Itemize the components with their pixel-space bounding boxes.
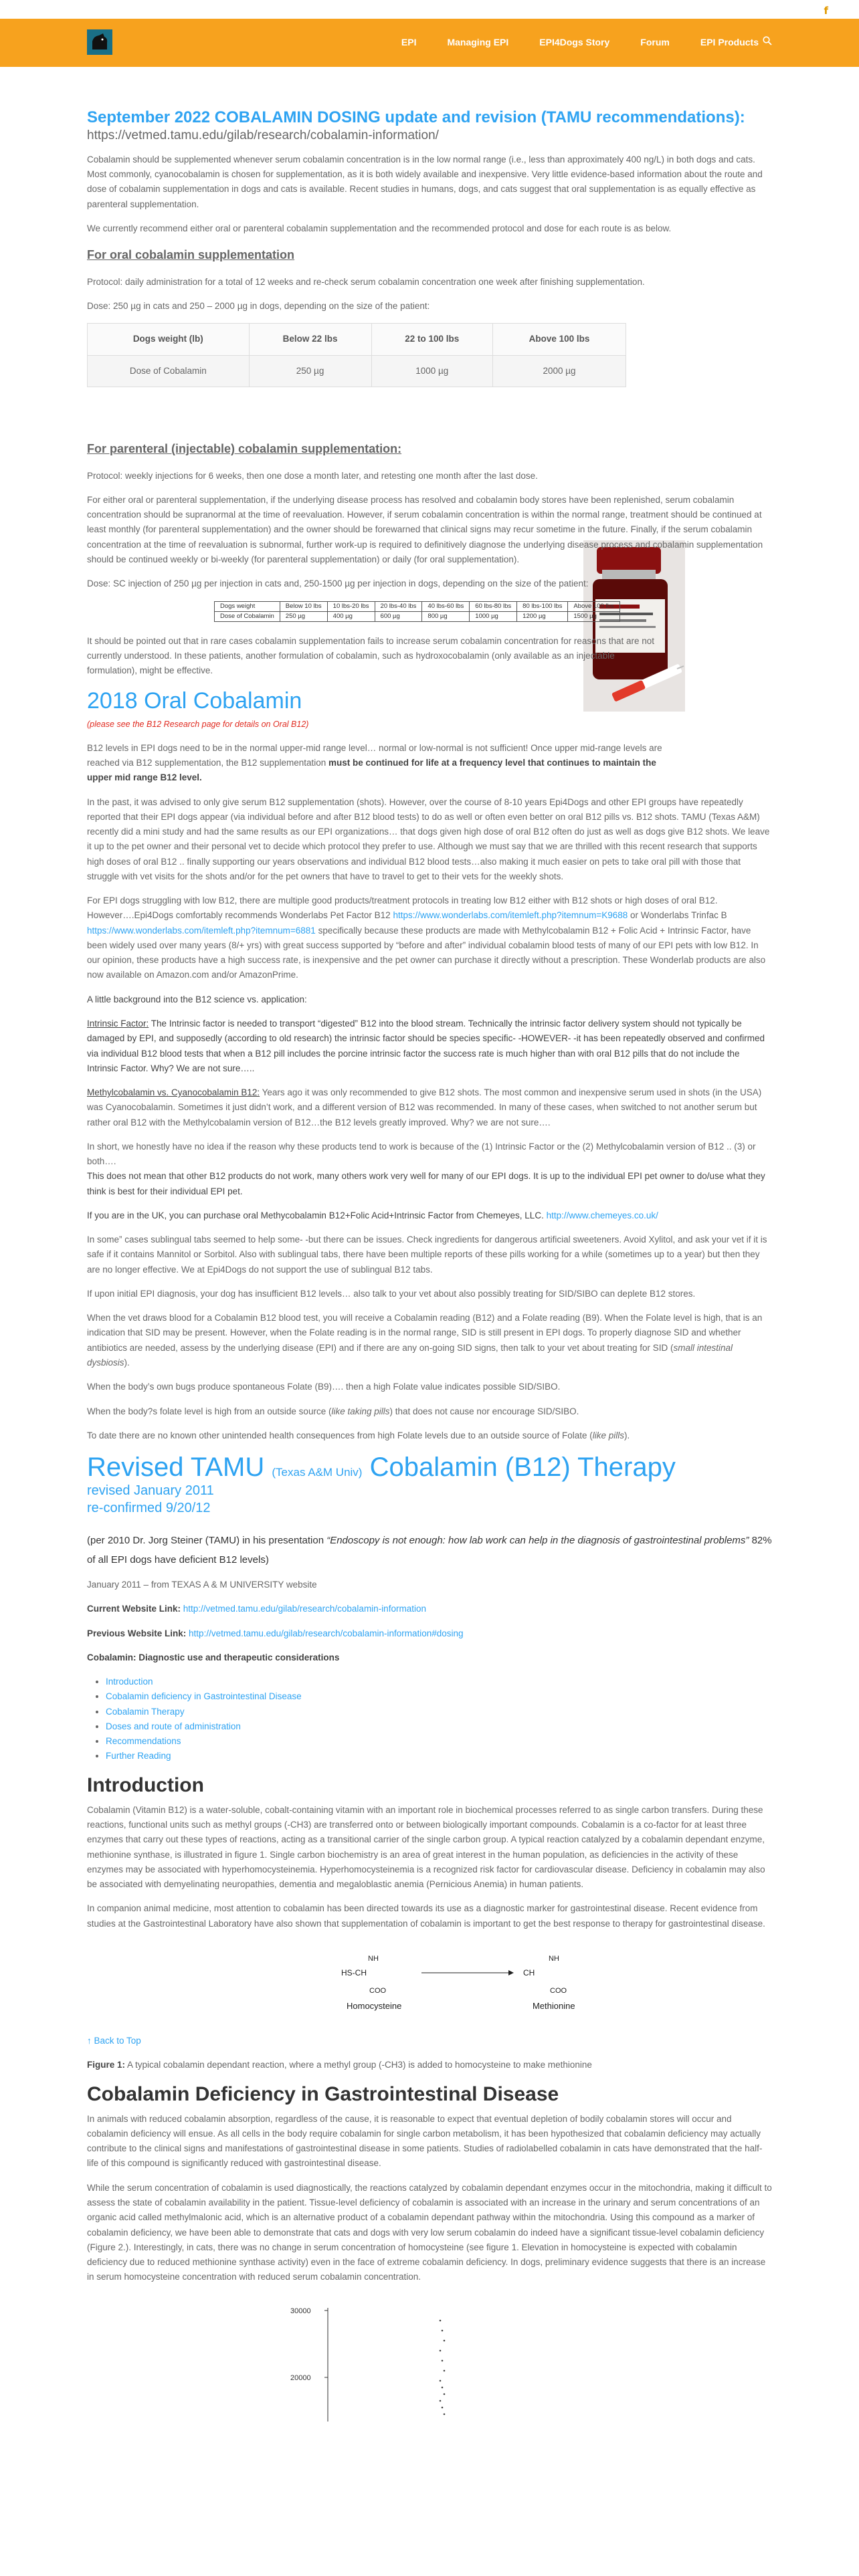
- table-header: 80 lbs-100 lbs: [517, 601, 568, 611]
- table-header: 22 to 100 lbs: [371, 324, 493, 355]
- y-tick-label: 20000: [290, 2373, 311, 2382]
- table-header: Dogs weight: [215, 601, 280, 611]
- methionine-label: Methionine: [533, 2000, 575, 2011]
- nav-forum[interactable]: Forum: [640, 37, 670, 48]
- scatter-point: [442, 2386, 444, 2388]
- sep-p2: We currently recommend either oral or parenteral cobalamin supplementation and the recommended protocol and dose for each route is as below.: [87, 223, 672, 233]
- table-header: Dogs weight (lb): [88, 324, 250, 355]
- figure-1-reaction: [341, 1949, 622, 2022]
- scatter-point: [440, 2319, 442, 2321]
- toc-item-deficiency: • Cobalamin deficiency in Gastrointestinal Disease: [106, 1689, 772, 1704]
- table-cell: Dose of Cobalamin: [215, 611, 280, 621]
- tamu-title: Revised TAMU (Texas A&M Univ) Cobalamin (B12) Therapy: [87, 1453, 676, 1483]
- scatter-point: [442, 2406, 444, 2408]
- toc-item-therapy: • Cobalamin Therapy: [106, 1705, 772, 1719]
- chemeyes-link[interactable]: http://www.chemeyes.co.uk/: [546, 1210, 658, 1220]
- current-link-line: Current Website Link: http://vetmed.tamu.edu/gilab/research/cobalamin-information: [87, 1604, 426, 1614]
- nav-epi4dogs-story[interactable]: EPI4Dogs Story: [539, 37, 610, 48]
- oral-p2: In the past, it was advised to only give serum B12 supplementation (shots). However, over the course of 8-10 years Epi4Dogs and other EPI groups have repeatedly reported that their EPI dogs appear (via individual before and after B12 blood tests) to do as well or often even better on oral B12 pills vs. B12 shots. TAMU (Texas A&M) recently did a mini study and had the same results as our EPI organizations… that dogs given high dose of oral B12 often do just as well as dogs give B12 shots. We leave it up to the pet owner and their personal vet to decide which protocol they prefer to use. Although we must say that we are thrilled with this recent research that supports high doses of oral B12 .. finally supporting our years observations and individual B12 blood tests…also making it much easier on pets to take oral pill with those that struggle with vet visits for the shots and/or for the pet owners that have to travel to get to their vets for the weekly shots.: [87, 796, 770, 881]
- oral-p10: In some” cases sublingual tabs seemed to help some- -but there can be issues. Check ingredients for dangerous artificial sweeteners. Avoid Xylitol, and ask your vet if it is safe if it contains Mannitol or Sorbitol. Also with sublingual tabs, there have been multiple reports of these pills working for a while (sometimes up to a year) but then they are no longer effective. We at Epi4Dogs do not support the use of sublingual B12 tabs.: [87, 1235, 767, 1275]
- nav-epi[interactable]: EPI: [401, 37, 417, 48]
- scatter-point: [444, 2339, 446, 2341]
- toc-item-recommendations: • Recommendations: [106, 1734, 772, 1749]
- scatter-point: [444, 2369, 446, 2371]
- wonderlabs-k9688-link[interactable]: https://www.wonderlabs.com/itemleft.php?itemnum=K9688: [393, 910, 628, 921]
- dog-logo-icon[interactable]: [87, 29, 112, 55]
- main-content: [87, 107, 772, 2426]
- table-header: Above 100 lbs: [493, 324, 626, 355]
- y-tick-label: 30000: [290, 2306, 311, 2315]
- table-cell: 2000 µg: [493, 355, 626, 387]
- back-to-top: [87, 2034, 772, 2048]
- scatter-point: [444, 2413, 446, 2415]
- oral-dose-table: [87, 323, 626, 387]
- scatter-point: [440, 2399, 442, 2401]
- oral-heading: For oral cobalamin supplementation: [87, 248, 295, 262]
- sep-p4: It should be pointed out that in rare cases cobalamin supplementation fails to increase serum cobalamin concentration for reasons that are not currently understood. In these patients, another formulation of cobalamin, such as hydroxocobalamin (only available as an injectable formulation), might be effective.: [87, 635, 654, 676]
- oral-p4: A little background into the B12 science vs. application:: [87, 994, 307, 1004]
- methionine-formula: CH: [523, 1967, 535, 1977]
- oral-p7: In short, we honestly have no idea if the reason why these products tend to work is because of the (1) Intrinsic Factor or the (2) Methylcobalamin version of B12 .. (3) or both…. This does not mean that other B12 products do not work, many others work very well for many of our EPI dogs. It is up to the individual EPI pet owner to do/use what they think is best for their individual EPI pet.: [87, 1141, 765, 1196]
- scatter-point: [442, 2359, 444, 2361]
- oral-protocol: Protocol: daily administration for a total of 12 weeks and re-check serum cobalamin concentration one week after finishing supplementation.: [87, 276, 645, 287]
- facebook-icon[interactable]: f: [824, 5, 828, 17]
- oral-dose: Dose: 250 µg in cats and 250 – 2000 µg in dogs, depending on the size of the patient:: [87, 301, 430, 312]
- table-cell: 250 µg: [249, 355, 371, 387]
- par-dose: Dose: SC injection of 250 µg per injection in cats and, 250-1500 µg per injection in dogs, depending on the size of the patient:: [87, 578, 589, 589]
- deficiency-p1: In animals with reduced cobalamin absorption, regardless of the cause, it is reasonable to expect that eventual depletion of bodily cobalamin stores will occur and cobalamin deficiency will ensue. As all cells in the body require cobalamin for single carbon metabolism, it has been hypothesized that cobalamin deficiency may actually contribute to the clinical signs and manifestations of gastrointestinal disease in some patients. Studies of radiolabelled cobalamin in cats have demonstrated that the half-life of this compound is significantly reduced with gastrointestinal disease.: [87, 2113, 763, 2169]
- table-header: Below 10 lbs: [280, 601, 327, 611]
- oral-p9: If you are in the UK, you can purchase oral Methycobalamin B12+Folic Acid+Intrinsic Factor from Chemeyes, LLC. http://www.chemeyes.co.uk/: [87, 1210, 658, 1220]
- back-to-top-link[interactable]: ↑ Back to Top: [87, 2036, 141, 2046]
- oral-p3: For EPI dogs struggling with low B12, there are multiple good products/treatment protocols in treating low B12 either with B12 shots or high doses of oral B12. However….Epi4Dogs comfortably recommends Wonderlabs Pet Factor B12 https://www.wonderlabs.com/itemleft.php?itemnum=K9688 or Wonderlabs Trinfac B https://www.wonderlabs.com/itemleft.php?itemnum=6881 specifically because these products are made with Methylcobalamin B12 + Folic Acid + Intrinsic Factor, have been widely used over many years (8/+ yrs) with great success supported by “before and after” individual cobalamin blood tests of many of our EPI pets with low B12. In our opinion, these products have a high success rate, is inexpensive and the pet owner can purchase it directly without a prescription. These Wonderlab products are also now available on Amazon.com and/or AmazonPrime.: [87, 895, 766, 980]
- current-website-link[interactable]: http://vetmed.tamu.edu/gilab/research/cobalamin-information: [183, 1604, 426, 1614]
- scatter-point: [440, 2349, 442, 2351]
- sep-p3: For either oral or parenteral supplementation, if the underlying disease process has resolved and cobalamin body stores have been replenished, serum cobalamin concentration should be supranormal at the time of reevaluation. However, if serum cobalamin concentration is within the normal range, treatment should be continued at least monthly (for parenteral supplementation) and the owner should be forewarned that clinical signs may recur sometime in the future. Finally, if the serum cobalamin concentration at the time of reevaluation is subnormal, further work-up is required to definitively diagnose the underlying disease process and cobalamin supplementation should be continued weekly or bi-weekly (for parenteral supplementation) or daily (for oral supplementation).: [87, 494, 763, 564]
- oral-p1: B12 levels in EPI dogs need to be in the normal upper-mid range level… normal or low-normal is not sufficient! Once upper mid-range levels are reached via B12 supplementation, the B12 supplementation must be continued for life at a frequency level that continues to maintain the upper mid range B12 level.: [87, 742, 662, 783]
- table-cell: 250 µg: [280, 611, 327, 621]
- previous-website-link[interactable]: http://vetmed.tamu.edu/gilab/research/cobalamin-information#dosing: [189, 1628, 464, 1638]
- oral-p12: When the vet draws blood for a Cobalamin B12 blood test, you will receive a Cobalamin reading (B12) and a Folate reading (B9). When the Folate level is high, that is an indication that SID may be present. However, when the Folate reading is in the normal range, SID is still present in EPI dogs. To properly diagnose SID and whether antibiotics are needed, assess by the underlying disease (EPI) and if there are any on-going SID signs, then talk to your vet about treating for SID (small intestinal dysbiosis).: [87, 1313, 763, 1368]
- nh2-label-right: NH: [549, 1954, 559, 1963]
- jan-2011-line: January 2011 – from TEXAS A & M UNIVERSITY website: [87, 1580, 317, 1590]
- deficiency-p2: While the serum concentration of cobalamin is used diagnostically, the reactions catalyzed by cobalamin dependant enzymes occur in the mitochondria, making it difficult to assess the state of cobalamin availability in the patient. Tissue-level deficiency of cobalamin is associated with an increase in the urinary and serum concentrations of an organic acid called methylmalonic acid, which is an alternative product of a cobalamin dependant pathway within the mitochondria. Using this compound as a marker of cobalamin deficiency, we have been able to demonstrate that cats and dogs with very low serum cobalamin do indeed have a significant tissue-level cobalamin deficiency (Figure 2.). Interestingly, in cats, there was no change in serum concentration of homocysteine (see figure 1. Elevation in homocysteine is expected with cobalamin deficiency due to reduced methionine synthase activity) even in the face of extreme cobalamin deficiency. In dogs, preliminary evidence suggests that there is an increase in serum homocysteine concentration with reduced serum cobalamin concentration.: [87, 2182, 772, 2282]
- table-header: Above 100 lbs: [568, 601, 619, 611]
- oral-2018-title: 2018 Oral Cobalamin: [87, 688, 302, 714]
- oral-p5: Intrinsic Factor: The Intrinsic factor is needed to transport “digested” B12 into the blood stream. Technically the intrinsic factor delivery system should not typically be damaged by EPI, and supposedly (according to old research) the intrinsic factor should be species specific- -HOWEVER- -it has been repeatedly observed and confirmed via individual B12 blood tests that when a B12 pill includes the porcine intrinsic factor the success rate is much higher than with oral B12 pills that do not include the Intrinsic Factor. Why? We are not sure…..: [87, 1018, 765, 1073]
- toc-item-further-reading: • Further Reading: [106, 1749, 772, 1763]
- table-header: 60 lbs-80 lbs: [470, 601, 517, 611]
- figure-2-scatter-chart: [288, 2301, 488, 2422]
- introduction-title: Introduction: [87, 1774, 204, 1796]
- toc-item-introduction: • Introduction: [106, 1675, 772, 1689]
- table-cell: 1000 µg: [371, 355, 493, 387]
- oral-p14: When the body?s folate level is high from an outside source (like taking pills) that does not cause nor encourage SID/SIBO.: [87, 1406, 579, 1416]
- table-of-contents: [96, 1675, 772, 1764]
- diag-heading: Cobalamin: Diagnostic use and therapeutic considerations: [87, 1652, 340, 1662]
- parenteral-heading: For parenteral (injectable) cobalamin supplementation:: [87, 441, 402, 455]
- oral-p6: Methylcobalamin vs. Cyanocobalamin B12: Years ago it was only recommended to give B12 shots. The most common and inexpensive serum used in shots (in the USA) was Cyanocobalamin. Sometimes it just didn’t work, and a different version of B12 was recommended. In many of these cases, when switched to not another serum but rather oral B12 with the Methylcobalamin version of B12…the B12 levels greatly improved. Why? we are not sure….: [87, 1087, 762, 1128]
- table-cell: 800 µg: [422, 611, 470, 621]
- site-header: [0, 19, 859, 67]
- table-header: 40 lbs-60 lbs: [422, 601, 470, 611]
- search-icon[interactable]: [763, 36, 772, 45]
- coo-label-left: COO: [369, 1986, 387, 1995]
- table-cell: 1500 µg: [568, 611, 619, 621]
- homocysteine-formula: HS-CH: [341, 1967, 367, 1977]
- nh2-label-left: NH: [368, 1954, 379, 1963]
- table-header: 10 lbs-20 lbs: [327, 601, 375, 611]
- wonderlabs-6881-link[interactable]: https://www.wonderlabs.com/itemleft.php?itemnum=6881: [87, 925, 316, 936]
- scatter-point: [440, 2379, 442, 2381]
- figure-1-caption: Figure 1: A typical cobalamin dependant reaction, where a methyl group (-CH3) is added to homocysteine to make methionine: [87, 2060, 592, 2070]
- table-header: 20 lbs-40 lbs: [375, 601, 422, 611]
- oral-p13: When the body’s own bugs produce spontaneous Folate (B9)…. then a high Folate value indicates possible SID/SIBO.: [87, 1382, 561, 1392]
- tamu-url: https://vetmed.tamu.edu/gilab/research/cobalamin-information/: [87, 128, 439, 143]
- table-cell: 400 µg: [327, 611, 375, 621]
- nav-managing-epi[interactable]: Managing EPI: [447, 37, 509, 48]
- top-bar: [0, 0, 859, 19]
- intro-p2: In companion animal medicine, most attention to cobalamin has been directed towards its use as a diagnostic marker for gastrointestinal disease. Recent evidence from studies at the Gastrointestinal Laboratory have also shown that supplementation of cobalamin is important to get the best response to therapy for gastrointestinal disease.: [87, 1903, 765, 1929]
- table-cell: Dose of Cobalamin: [88, 355, 250, 387]
- deficiency-title: Cobalamin Deficiency in Gastrointestinal Disease: [87, 2082, 559, 2105]
- homocysteine-label: Homocysteine: [347, 2000, 402, 2011]
- sep-p1: Cobalamin should be supplemented whenever serum cobalamin concentration is in the low normal range (i.e., less than approximately 400 ng/L) in both dogs and cats. Most commonly, cyanocobalamin is chosen for supplementation, as it is both widely available and inexpensive. Very little evidence-based information about the route and dose of cobalamin supplementation in dogs and cats is available. Recent studies in humans, dogs, and cats suggest that oral supplementation is as equally effective as parenteral supplementation.: [87, 154, 763, 209]
- main-nav: [401, 19, 759, 67]
- b12-research-note: (please see the B12 Research page for details on Oral B12): [87, 720, 309, 730]
- oral-p11: If upon initial EPI diagnosis, your dog has insufficient B12 levels… also talk to your vet about also possibly treating for SID/SIBO can deplete B12 stores.: [87, 1288, 696, 1299]
- scatter-point: [444, 2393, 446, 2395]
- table-cell: 600 µg: [375, 611, 422, 621]
- sep-2022-title: September 2022 COBALAMIN DOSING update and revision (TAMU recommendations):: [87, 108, 745, 126]
- intro-p1: Cobalamin (Vitamin B12) is a water-soluble, cobalt-containing vitamin with an important role in biochemical processes referred to as single carbon transfers. During these reactions, functional units such as methyl groups (-CH3) are transferred onto or between biologically important compounds. Cobalamin is a co-factor for at least three enzymes that carry out these types of reactions, acting as a transitional carrier of the single carbon group. A typical reaction catalyzed by a cobalamin dependant enzyme, methionine synthase, is illustrated in figure 1. Single carbon biochemistry is an area of great interest in the human population, as deficiencies in the activity of these enzymes may be associated with hyperhomocysteinemia. Hyperhomocysteinemia is a recognized risk factor for cardiovascular disease. Deficiency in cobalamin may also be associated with demyelinating neuropathies, dementia and megaloblastic anemia (Pernicious Anemia) in human patients.: [87, 1804, 765, 1890]
- tamu-dates: revised January 2011 re-confirmed 9/20/12: [87, 1483, 214, 1516]
- parenteral-dose-table: [214, 601, 620, 622]
- toc-item-doses: • Doses and route of administration: [106, 1719, 772, 1734]
- par-protocol: Protocol: weekly injections for 6 weeks, then one dose a month later, and retesting one month after the last dose.: [87, 470, 538, 481]
- oral-p15: To date there are no known other unintended health consequences from high Folate levels due to an outside source of Folate (like pills).: [87, 1430, 630, 1440]
- table-cell: 1200 µg: [517, 611, 568, 621]
- nav-epi-products[interactable]: EPI Products: [700, 37, 759, 48]
- scatter-point: [442, 2329, 444, 2331]
- coo-label-right: COO: [550, 1986, 567, 1995]
- table-header: Below 22 lbs: [249, 324, 371, 355]
- table-cell: 1000 µg: [470, 611, 517, 621]
- previous-link-line: Previous Website Link: http://vetmed.tamu.edu/gilab/research/cobalamin-information#dosing: [87, 1628, 464, 1638]
- steiner-quote: (per 2010 Dr. Jorg Steiner (TAMU) in his presentation “Endoscopy is not enough: how lab work can help in the diagnosis of gastrointestinal problems” 82% of all EPI dogs have deficient B12 levels): [87, 1535, 772, 1566]
